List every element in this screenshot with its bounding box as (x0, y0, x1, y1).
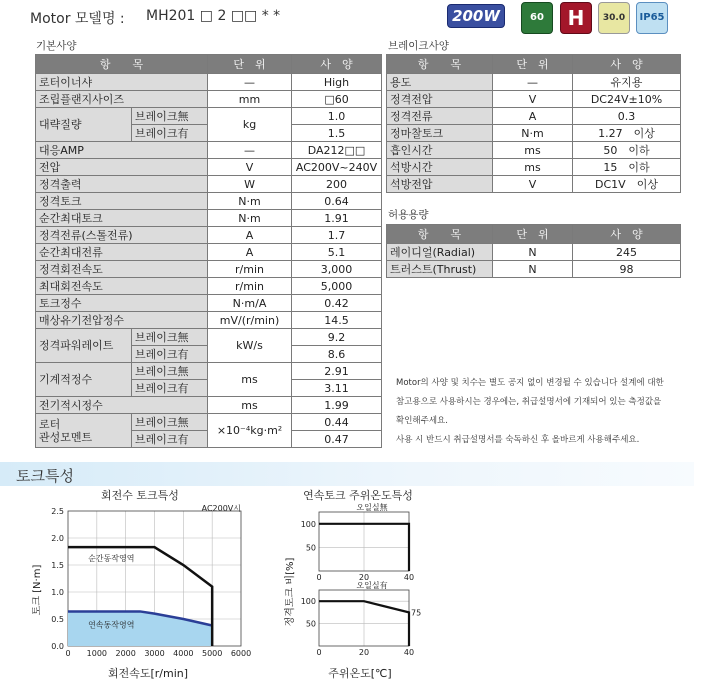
row-value: 0.47 (292, 431, 382, 448)
row-value: 9.2 (292, 329, 382, 346)
table-row (387, 91, 681, 108)
table-header (36, 55, 382, 74)
row-item: 정격파워레이트 (36, 329, 132, 363)
row-value: DC1V 이상 (573, 176, 681, 193)
x-tick-label: 40 (403, 573, 415, 582)
table-row (36, 397, 382, 414)
y-tick-label: 50 (305, 619, 316, 629)
row-unit: mm (208, 91, 292, 108)
table-row (36, 142, 382, 159)
table-row (36, 295, 382, 312)
y-tick-label: 0.0 (51, 642, 64, 651)
row-value: 8.6 (292, 346, 382, 363)
header-unit: 단 위 (208, 55, 292, 74)
x-tick-label: 0 (316, 573, 322, 582)
basic-spec-title: 기본사양 (36, 40, 77, 52)
note-line: 참고용으로 사용하시는 경우에는, 취급설명서에 기재되어 있는 측정값을 (396, 397, 662, 407)
y-tick-label: 1.5 (51, 561, 64, 570)
x-tick-label: 6000 (230, 649, 252, 658)
y-tick-label: 0.5 (51, 615, 64, 624)
row-item: 최대회전속도 (36, 278, 208, 295)
header-item: 항 목 (36, 55, 208, 74)
row-item: 정격토크 (36, 193, 208, 210)
section-title: 토크특성 (16, 467, 74, 485)
chart1-title: 회전수 토크특성 (101, 489, 179, 502)
row-unit: r/min (208, 261, 292, 278)
y-tick-label: 2.0 (51, 534, 64, 543)
table-row (387, 244, 681, 261)
x-tick-label: 2000 (115, 649, 136, 658)
y-tick-label: 100 (300, 519, 316, 529)
row-value: 5,000 (292, 278, 382, 295)
row-unit: ms (493, 159, 573, 176)
row-value: 0.44 (292, 414, 382, 431)
row-item: 순간최대토크 (36, 210, 208, 227)
row-value: 5.1 (292, 244, 382, 261)
row-item: 전기적시정수 (36, 397, 208, 414)
load-spec-table (386, 224, 681, 278)
row-unit: N·m/A (208, 295, 292, 312)
header-value: 사 양 (292, 55, 382, 74)
table-row (36, 159, 382, 176)
row-item: 토크정수 (36, 295, 208, 312)
continuous-region-label: 연속동작영역 (88, 620, 135, 630)
row-unit: V (493, 176, 573, 193)
row-unit: N (493, 244, 573, 261)
row-value: High (292, 74, 382, 91)
table-row (36, 74, 382, 91)
row-value: 유지용 (573, 74, 681, 91)
table-row (36, 278, 382, 295)
row-item: 로터이너샤 (36, 74, 208, 91)
table-header (387, 225, 681, 244)
row-item: 정격전류(스톨전류) (36, 227, 208, 244)
x-tick-label: 40 (403, 648, 415, 657)
row-unit: V (208, 159, 292, 176)
table-row (387, 142, 681, 159)
peak-region-label: 순간동작영역 (88, 554, 135, 564)
row-item: 대략질량 (36, 108, 132, 142)
row-item: 조립플랜지사이즈 (36, 91, 208, 108)
speed-badge: 30.0 (598, 2, 630, 34)
row-item-line: 관성모멘트 (39, 430, 93, 444)
x-tick-label: 4000 (173, 649, 194, 658)
row-sub: 브레이크有 (132, 380, 208, 397)
table-row (387, 108, 681, 125)
header-item: 항 목 (387, 55, 493, 74)
notes (396, 374, 696, 450)
x-tick-label: 5000 (201, 649, 223, 658)
table-header (387, 55, 681, 74)
row-item: 정격출력 (36, 176, 208, 193)
row-unit: N (493, 261, 573, 278)
row-item: 정격전류 (387, 108, 493, 125)
load-spec-title: 허용용량 (388, 209, 429, 221)
row-item: 전압 (36, 159, 208, 176)
row-value: 15 이하 (573, 159, 681, 176)
section-bar (0, 462, 694, 486)
row-sub: 브레이크無 (132, 363, 208, 380)
row-unit: r/min (208, 278, 292, 295)
row-unit: mV/(r/min) (208, 312, 292, 329)
row-unit: A (208, 227, 292, 244)
panel-label: 오일실無 (356, 503, 388, 512)
table-row (36, 414, 382, 431)
table-row (36, 108, 382, 125)
row-sub: 브레이크無 (132, 414, 208, 431)
model-value: MH201 □ 2 □□ * * (146, 8, 281, 24)
torque-characteristics-charts (0, 486, 702, 683)
row-value: 0.3 (573, 108, 681, 125)
power-badge: 200W (447, 4, 505, 28)
row-sub: 브레이크有 (132, 346, 208, 363)
row-item: 대응AMP (36, 142, 208, 159)
table-row (387, 261, 681, 278)
chart2-y-label: 정격토크 비[%] (285, 557, 296, 627)
row-value: 1.5 (292, 125, 382, 142)
row-item: 레이디얼(Radial) (387, 244, 493, 261)
row-value: 1.91 (292, 210, 382, 227)
chart1-y-label: 토크 [N·m] (32, 564, 43, 616)
flange-size-badge: 60 (521, 2, 553, 34)
basic-spec-table (35, 54, 382, 448)
row-item: 흡인시간 (387, 142, 493, 159)
note-line: 확인해주세요. (396, 416, 448, 426)
row-value: 245 (573, 244, 681, 261)
table-row (36, 210, 382, 227)
model-label: Motor 모델명 : (30, 11, 125, 27)
x-tick-label: 1000 (86, 649, 108, 658)
row-unit: W (208, 176, 292, 193)
row-unit: ×10⁻⁴kg·m² (208, 414, 292, 448)
row-unit: ms (493, 142, 573, 159)
row-value: 1.27 이상 (573, 125, 681, 142)
row-item: 정마찰토크 (387, 125, 493, 142)
header-unit: 단 위 (493, 55, 573, 74)
table-row (36, 261, 382, 278)
row-value: AC200V~240V (292, 159, 382, 176)
row-unit: ms (208, 397, 292, 414)
brake-spec-title: 브레이크사양 (388, 40, 449, 52)
row-item (36, 414, 132, 448)
row-sub: 브레이크有 (132, 125, 208, 142)
table-row (387, 125, 681, 142)
row-value: 98 (573, 261, 681, 278)
row-value: 2.91 (292, 363, 382, 380)
row-unit: N·m (493, 125, 573, 142)
row-item: 기계적정수 (36, 363, 132, 397)
y-tick-label: 100 (300, 597, 316, 607)
row-value: 1.7 (292, 227, 382, 244)
row-value: □60 (292, 91, 382, 108)
row-sub: 브레이크無 (132, 329, 208, 346)
row-item: 석방시간 (387, 159, 493, 176)
header-value: 사 양 (573, 55, 681, 74)
table-row (36, 193, 382, 210)
row-value: DC24V±10% (573, 91, 681, 108)
panel-label: 오일실有 (356, 581, 388, 590)
row-item: 매상유기전압정수 (36, 312, 208, 329)
chart1-x-label: 회전속도[r/min] (107, 667, 189, 680)
row-unit: ms (208, 363, 292, 397)
header-value: 사 양 (573, 225, 681, 244)
row-item: 트러스트(Thrust) (387, 261, 493, 278)
brake-spec-table (386, 54, 681, 193)
x-tick-label: 0 (65, 649, 71, 658)
row-sub: 브레이크無 (132, 108, 208, 125)
table-row (387, 74, 681, 91)
table-row (36, 244, 382, 261)
table-row (36, 176, 382, 193)
row-value: 0.64 (292, 193, 382, 210)
table-row (387, 159, 681, 176)
row-unit: — (208, 142, 292, 159)
y-tick-label: 1.0 (51, 588, 64, 597)
row-value: 14.5 (292, 312, 382, 329)
row-unit: N·m (208, 210, 292, 227)
row-sub: 브레이크有 (132, 431, 208, 448)
row-unit: A (493, 108, 573, 125)
row-item: 정격회전속도 (36, 261, 208, 278)
table-row (36, 329, 382, 346)
header-unit: 단 위 (493, 225, 573, 244)
note-line: Motor의 사양 및 치수는 별도 공지 없이 변경될 수 있습니다 설계에 대한 (396, 378, 664, 388)
row-value: 0.42 (292, 295, 382, 312)
row-value: 200 (292, 176, 382, 193)
note-line: 사용 시 반드시 취급설명서를 숙독하신 후 올바르게 사용해주세요. (396, 435, 640, 445)
chart2-title: 연속토크 주위온도특성 (303, 489, 413, 502)
row-unit: — (208, 74, 292, 91)
table-row (36, 91, 382, 108)
y-tick-label: 50 (305, 543, 316, 553)
table-row (36, 363, 382, 380)
row-unit: kW/s (208, 329, 292, 363)
x-tick-label: 0 (316, 648, 322, 657)
ip-rating-badge: IP65 (636, 2, 668, 34)
header-item: 항 목 (387, 225, 493, 244)
inertia-badge: H (560, 2, 592, 34)
row-unit: A (208, 244, 292, 261)
x-tick-label: 20 (358, 648, 370, 657)
row-item: 정격전압 (387, 91, 493, 108)
row-value: 50 이하 (573, 142, 681, 159)
chart2-x-label: 주위온도[℃] (328, 667, 392, 680)
row-unit: — (493, 74, 573, 91)
row-unit: V (493, 91, 573, 108)
table-row (36, 312, 382, 329)
row-item-line: 로터 (39, 417, 61, 431)
row-item: 용도 (387, 74, 493, 91)
row-value: DA212□□ (292, 142, 382, 159)
x-tick-label: 3000 (144, 649, 165, 658)
row-value: 3.11 (292, 380, 382, 397)
row-unit: kg (208, 108, 292, 142)
table-row (36, 227, 382, 244)
y-tick-label: 2.5 (51, 507, 64, 516)
row-value: 3,000 (292, 261, 382, 278)
table-row (387, 176, 681, 193)
end-value-label: 75 (411, 608, 422, 618)
row-item: 순간최대전류 (36, 244, 208, 261)
chart1-annotation: AC200V시 (201, 504, 241, 513)
row-value: 1.99 (292, 397, 382, 414)
x-tick-label: 20 (358, 573, 370, 582)
row-unit: N·m (208, 193, 292, 210)
row-item: 석방전압 (387, 176, 493, 193)
row-value: 1.0 (292, 108, 382, 125)
